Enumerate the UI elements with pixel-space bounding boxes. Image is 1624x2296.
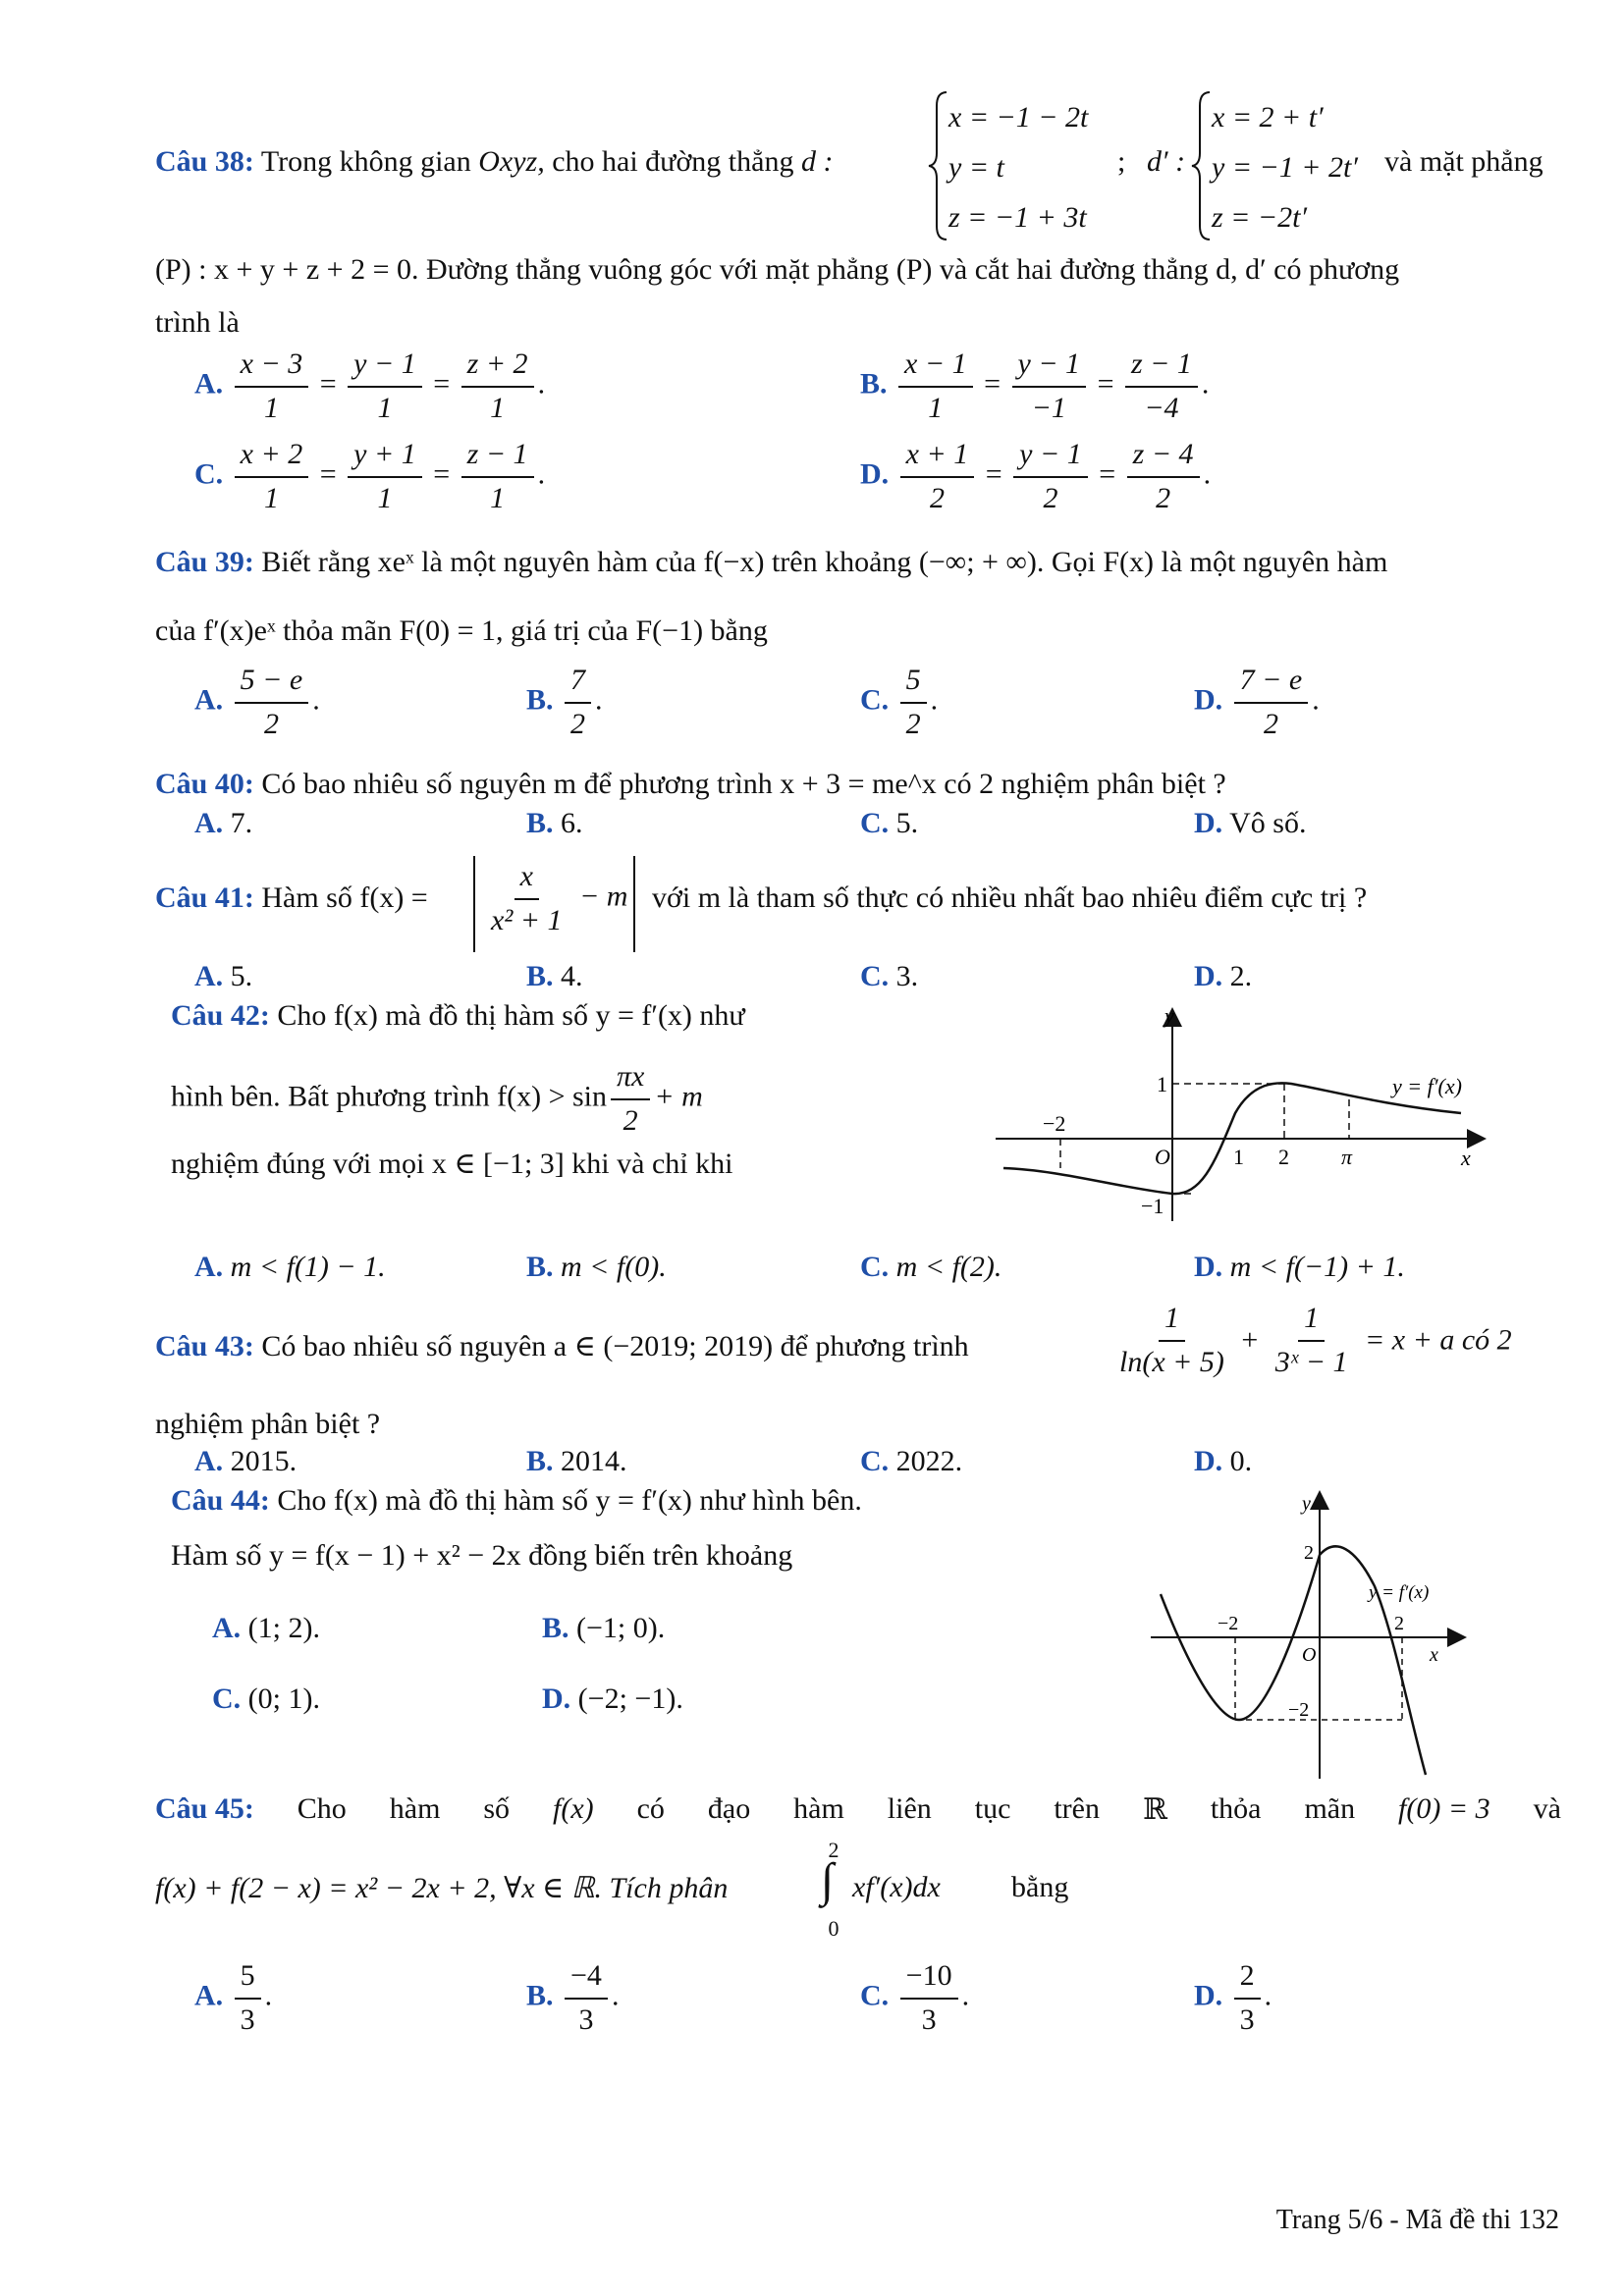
q43-text1a: Có bao nhiêu số nguyên a ∈ (−2019; 2019) để phương trình (261, 1330, 969, 1362)
q40-option-a-value: 7. (230, 807, 253, 839)
q40-text1: Có bao nhiêu số nguyên m để phương trình x + 3 = me^x có 2 nghiệm phân biệt ? (261, 768, 1226, 800)
q38-line1 (155, 145, 833, 179)
q42-tick-y1: 1 (1157, 1072, 1167, 1096)
q38-brace-d (927, 88, 950, 243)
q38-line3: trình là (155, 306, 240, 339)
q43-option-a-key: A. (194, 1445, 224, 1477)
q42-option-b-key: B. (526, 1251, 554, 1283)
q39-option-a-key: A. (194, 683, 224, 717)
q43-option-d[interactable] (1194, 1445, 1252, 1478)
q45-option-c[interactable]: C. $\frac{-10}{3}$ . (860, 1959, 970, 2036)
q45-option-a[interactable]: A. $\frac{5}{3}$ . (194, 1959, 273, 2036)
q42-option-c[interactable] (860, 1251, 1001, 1284)
q42-option-a[interactable] (194, 1251, 386, 1284)
q41-post: với m là tham số thực có nhiều nhất bao nhiêu điểm cực trị ? (652, 881, 1368, 914)
q44-origin: O (1302, 1644, 1317, 1666)
q45-label: Câu 45: (155, 1792, 254, 1825)
q44-option-a-value: (1; 2). (247, 1612, 320, 1644)
q41-line1 (155, 881, 428, 915)
q41-option-b-key: B. (526, 960, 554, 992)
q42-text1: Cho f(x) mà đồ thị hàm số y = f′(x) như (277, 999, 745, 1032)
q42-option-d-value: m < f(−1) + 1. (1229, 1251, 1405, 1283)
q42-option-b[interactable] (526, 1251, 667, 1284)
q42-line1 (171, 999, 745, 1033)
q45-line2b: bằng (1011, 1871, 1069, 1903)
q40-option-c-key: C. (860, 807, 890, 839)
q41-minus-m: − m (579, 880, 628, 913)
q38-d2-eq2: y = −1 + 2t′ (1212, 151, 1358, 184)
q42-tick-x1: 1 (1233, 1145, 1244, 1169)
q38-intro: Trong không gian (260, 145, 471, 178)
q41-option-b-value: 4. (561, 960, 583, 992)
q41-option-c[interactable] (860, 960, 918, 993)
q38-option-d[interactable]: D. $\frac{x + 1}{2}$ = $\frac{y - 1}{2}$ = $\frac{z - 4}{2}$ . (860, 438, 1212, 514)
q38-d-eq3: z = −1 + 3t (948, 201, 1087, 234)
q41-option-c-value: 3. (895, 960, 919, 992)
q39-option-a[interactable]: A. $\frac{5 - e}{2}$ . (194, 664, 320, 740)
q41-abs-expr (473, 856, 635, 952)
q42-x-label: x (1461, 1146, 1471, 1170)
q38-line2: (P) : x + y + z + 2 = 0. Đường thẳng vuông góc với mặt phẳng (P) và cắt hai đường thẳng d, d′ có phương (155, 253, 1400, 286)
q41-label: Câu 41: (155, 881, 254, 914)
q42-tick-ym1: −1 (1141, 1194, 1164, 1218)
q38-option-c[interactable]: C. $\frac{x + 2}{1}$ = $\frac{y + 1}{1}$ = $\frac{z - 1}{1}$ . (194, 438, 546, 514)
q44-option-a[interactable] (212, 1612, 320, 1645)
q43-option-c-key: C. (860, 1445, 890, 1477)
q44-curve (1161, 1546, 1426, 1775)
q43-equation: $\frac{1}{\ln(x + 5)}$ + $\frac{1}{\text{3ˣ − 1}}$ = x + a có 2 (1119, 1302, 1512, 1378)
q39-option-d[interactable]: D. $\frac{7 - e}{2}$ . (1194, 664, 1320, 740)
q41-option-b[interactable] (526, 960, 583, 993)
q38-d2-name: d′ : (1147, 145, 1186, 178)
q44-option-b[interactable] (542, 1612, 665, 1645)
q44-option-d-key: D. (542, 1682, 571, 1715)
q45-option-c-key: C. (860, 1979, 890, 2012)
q44-line2: Hàm số y = f(x − 1) + x² − 2x đồng biến trên khoảng (171, 1539, 793, 1572)
q38-text2: cho hai đường thẳng (552, 145, 794, 178)
q42-text2b: + m (654, 1080, 703, 1113)
q44-tick-ym2: −2 (1288, 1699, 1310, 1721)
q41-num: x (514, 860, 539, 900)
q42-tick-x2: 2 (1278, 1145, 1289, 1169)
q45-text2a: f(x) + f(2 − x) = x² − 2x + 2, ∀x ∈ ℝ. Tích phân (155, 1872, 729, 1904)
q42-graph (992, 1003, 1492, 1229)
q45-line1: Câu 45: Cho hàm số f(x) có đạo hàm liên tục trên ℝ thỏa mãn f(0) = 3 và (155, 1792, 1561, 1826)
page-footer: Trang 5/6 - Mã đề thi 132 (1275, 2205, 1559, 2235)
q43-option-b[interactable] (526, 1445, 627, 1478)
q42-option-d-key: D. (1194, 1251, 1223, 1283)
q38-d2-eq1: x = 2 + t′ (1212, 101, 1324, 133)
q41-option-a[interactable] (194, 960, 252, 993)
q44-option-b-value: (−1; 0). (576, 1612, 666, 1644)
q43-option-c-value: 2022. (895, 1445, 963, 1477)
q45-int-lower: 0 (828, 1916, 839, 1941)
q43-option-c[interactable] (860, 1445, 962, 1478)
q43-option-b-key: B. (526, 1445, 554, 1477)
q38-d-eq1: x = −1 − 2t (948, 101, 1089, 133)
q41-den: x² + 1 (491, 903, 563, 936)
q44-label: Câu 44: (171, 1484, 270, 1517)
q44-tick-xm2: −2 (1218, 1613, 1239, 1634)
q41-option-a-value: 5. (230, 960, 253, 992)
q44-tick-x2: 2 (1394, 1613, 1404, 1634)
q42-text2a: hình bên. Bất phương trình f(x) > sin (171, 1080, 607, 1113)
q40-option-b-value: 6. (561, 807, 583, 839)
q44-tick-y2: 2 (1304, 1542, 1314, 1564)
q45-option-b-key: B. (526, 1979, 554, 2012)
q40-option-a-key: A. (194, 807, 224, 839)
q38-d-name: d : (800, 145, 834, 178)
q44-option-a-key: A. (212, 1612, 242, 1644)
q38-option-a[interactable]: A. $\frac{x - 3}{1}$ = $\frac{y - 1}{1}$ = $\frac{z + 2}{1}$ . (194, 347, 546, 424)
q44-graph (1149, 1488, 1473, 1783)
q44-curve-label: y = f′(x) (1369, 1582, 1430, 1603)
q38-label: Câu 38: (155, 145, 254, 178)
q45-option-b[interactable]: B. $\frac{-4}{3}$ . (526, 1959, 620, 2036)
q44-option-d-value: (−2; −1). (577, 1682, 683, 1715)
q41-option-d-key: D. (1194, 960, 1223, 992)
q44-option-b-key: B. (542, 1612, 569, 1644)
q43-text1b: = x + a có 2 (1365, 1323, 1512, 1357)
q42-line3: nghiệm đúng với mọi x ∈ [−1; 3] khi và chỉ khi (171, 1148, 733, 1180)
q40-option-d-value: Vô số. (1229, 807, 1307, 839)
q39-option-d-key: D. (1194, 683, 1223, 717)
q42-tick-xpi: π (1341, 1145, 1353, 1169)
q43-option-d-value: 0. (1229, 1445, 1253, 1477)
q38-option-c-key: C. (194, 457, 224, 491)
q39-option-b-key: B. (526, 683, 554, 717)
q40-label: Câu 40: (155, 768, 254, 800)
q41-option-c-key: C. (860, 960, 890, 992)
q44-x-label: x (1430, 1644, 1438, 1666)
q38-option-b-key: B. (860, 367, 888, 400)
q43-label: Câu 43: (155, 1330, 254, 1362)
q40-option-c-value: 5. (895, 807, 919, 839)
q42-curve-label: y = f′(x) (1392, 1074, 1462, 1098)
q42-option-c-value: m < f(2). (895, 1251, 1002, 1283)
q41-option-a-key: A. (194, 960, 224, 992)
q38-tail: và mặt phẳng (1384, 145, 1543, 178)
q40-option-b-key: B. (526, 807, 554, 839)
q40-option-b[interactable] (526, 807, 583, 840)
q40-line1 (155, 768, 1226, 801)
q39-line1 (155, 546, 1559, 579)
q41-option-d-value: 2. (1229, 960, 1253, 992)
q38-sep: ; (1117, 145, 1126, 178)
q44-line1 (171, 1484, 862, 1518)
q42-option-d[interactable] (1194, 1251, 1405, 1284)
q43-option-a[interactable] (194, 1445, 297, 1478)
q43-line1a (155, 1329, 969, 1363)
q45-integrand: xf′(x)dx (852, 1871, 941, 1903)
q44-option-c-key: C. (212, 1682, 242, 1715)
q39-option-c-key: C. (860, 683, 890, 717)
q40-option-d[interactable] (1194, 807, 1306, 840)
q45-int-upper: 2 (828, 1838, 839, 1862)
q45-line2a (155, 1871, 728, 1905)
q38-option-d-key: D. (860, 457, 890, 491)
q44-option-d[interactable] (542, 1682, 683, 1716)
q43-option-d-key: D. (1194, 1445, 1223, 1477)
q40-option-a[interactable] (194, 807, 252, 840)
q39-line2: của f′(x)eˣ thỏa mãn F(0) = 1, giá trị của F(−1) bằng (155, 614, 768, 647)
q44-text1: Cho f(x) mà đồ thị hàm số y = f′(x) như hình bên. (277, 1484, 862, 1517)
q38-d-system (948, 92, 1088, 242)
q44-option-c-value: (0; 1). (247, 1682, 320, 1715)
q38-d2-eq3: z = −2t′ (1212, 201, 1308, 234)
q44-y-label: y (1302, 1493, 1311, 1515)
q39-option-c[interactable]: C. $\frac{5}{2}$ . (860, 664, 939, 740)
q41-option-d[interactable] (1194, 960, 1252, 993)
q38-d-eq2: y = t (948, 151, 1004, 184)
q39-text1: Biết rằng xeˣ là một nguyên hàm của f(−x) trên khoảng (−∞; + ∞). Gọi F(x) là một nguyên hàm (261, 546, 1388, 578)
q42-tick-xm2: −2 (1043, 1111, 1066, 1136)
q42-line2: hình bên. Bất phương trình f(x) > sin $\frac{\pi x}{2}$ + m (171, 1060, 703, 1137)
q42-option-b-value: m < f(0). (561, 1251, 667, 1283)
q45-option-d-key: D. (1194, 1979, 1223, 2012)
q45-integral-sign: ∫ (821, 1854, 835, 1906)
q42-label: Câu 42: (171, 999, 270, 1032)
q38-option-a-key: A. (194, 367, 224, 400)
q40-option-d-key: D. (1194, 807, 1223, 839)
q38-option-b[interactable]: B. $\frac{x - 1}{1}$ = $\frac{y - 1}{-1}$ = $\frac{z - 1}{-4}$ . (860, 347, 1210, 424)
q42-y-label: y (1164, 1003, 1174, 1028)
q44-option-c[interactable] (212, 1682, 320, 1716)
q39-label: Câu 39: (155, 546, 254, 578)
q42-origin: O (1155, 1145, 1170, 1169)
q41-pre: Hàm số f(x) = (261, 881, 428, 914)
q38-space: Oxyz, (478, 145, 545, 178)
q42-option-c-key: C. (860, 1251, 890, 1283)
q43-plus: + (1241, 1323, 1259, 1357)
q42-option-a-value: m < f(1) − 1. (230, 1251, 386, 1283)
q40-option-c[interactable] (860, 807, 918, 840)
q38-brace-d2 (1190, 88, 1214, 243)
q43-option-a-value: 2015. (230, 1445, 298, 1477)
q45-option-d[interactable]: D. $\frac{2}{3}$ . (1194, 1959, 1272, 2036)
q43-line2: nghiệm phân biệt ? (155, 1408, 381, 1440)
q39-option-b[interactable]: B. $\frac{7}{2}$ . (526, 664, 603, 740)
q42-option-a-key: A. (194, 1251, 224, 1283)
q43-option-b-value: 2014. (561, 1445, 627, 1477)
q38-d2-system (1212, 92, 1358, 242)
q45-option-a-key: A. (194, 1979, 224, 2012)
